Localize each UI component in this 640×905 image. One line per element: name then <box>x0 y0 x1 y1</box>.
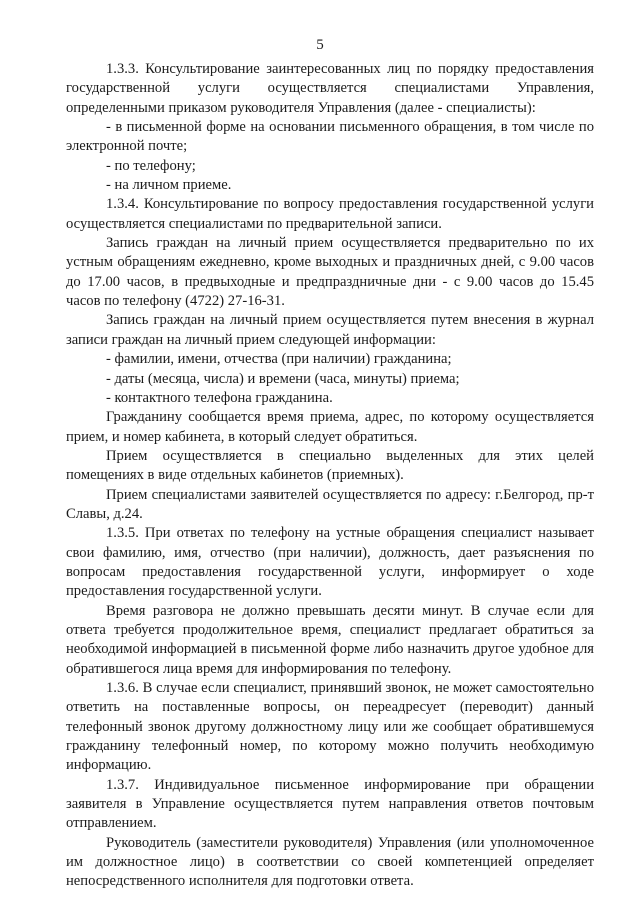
paragraph-executor-assignment: Руководитель (заместители руководителя) Управления (или уполномоченное им должностное лицо) в соответствии со своей компетенцией определяет непосредственного исполнителя для подготовки ответа. <box>66 834 594 890</box>
paragraph-reception-address: Прием специалистами заявителей осуществляется по адресу: г.Белгород, пр-т Славы, д.24. <box>66 486 594 522</box>
list-item-written-form: - в письменной форме на основании письменного обращения, в том числе по электронной почте; <box>66 119 594 155</box>
document-body <box>66 60 594 892</box>
list-item-full-name: - фамилии, имени, отчества (при наличии) гражданина; <box>106 351 452 368</box>
list-item-personal-reception: - на личном приеме. <box>106 177 232 194</box>
list-item-date-time: - даты (месяца, числа) и времени (часа, минуты) приема; <box>106 370 460 387</box>
paragraph-1-3-4: 1.3.4. Консультирование по вопросу предоставления государственной услуги осуществляется специалистами по предварительной записи. <box>66 196 594 232</box>
paragraph-reception-rooms: Прием осуществляется в специально выделенных для этих целей помещениях в виде отдельных кабинетов (приемных). <box>66 447 594 484</box>
paragraph-appointment-schedule: Запись граждан на личный прием осуществляется предварительно по их устным обращениям ежедневно, кроме выходных и праздничных дней, с 9.00 часов до 17.00 часов, в предвыходные и предпраздничные дни - с 9.00 часов до 15.45 часов по телефону (4722) 27-16-31. <box>66 235 594 310</box>
paragraph-1-3-5: 1.3.5. При ответах по телефону на устные обращения специалист называет свои фамилию, имя, отчество (при наличии), должность, дает разъяснения по вопросам предоставления государственной услуги, информирует о ходе предоставления государственной услуги. <box>66 525 594 600</box>
paragraph-call-duration: Время разговора не должно превышать десяти минут. В случае если для ответа требуется продолжительное время, специалист предлагает обратиться за необходимой информацией в письменной форме либо назначить другое удобное для обратившегося лица время для информирования по телефону. <box>66 602 594 677</box>
page-number: 5 <box>316 37 324 53</box>
paragraph-appointment-journal: Запись граждан на личный прием осуществляется путем внесения в журнал записи граждан на личный прием следующей информации: <box>66 312 594 348</box>
list-item-phone: - по телефону; <box>106 157 196 174</box>
paragraph-1-3-6: 1.3.6. В случае если специалист, принявший звонок, не может самостоятельно ответить на поставленные вопросы, он переадресует (переводит) данный телефонный звонок другому должностному лицу или же сообщает обратившемуся гражданину телефонный номер, по которому можно получить необходимую информацию. <box>66 680 594 774</box>
paragraph-1-3-7: 1.3.7. Индивидуальное письменное информирование при обращении заявителя в Управление осуществляется путем направления ответов почтовым отправлением. <box>66 776 594 832</box>
paragraph-reception-info: Гражданину сообщается время приема, адрес, по которому осуществляется прием, и номер кабинета, в который следует обратиться. <box>66 409 594 445</box>
paragraph-1-3-3: 1.3.3. Консультирование заинтересованных лиц по порядку предоставления государственной услуги осуществляется специалистами Управления, определенными приказом руководителя Управления (далее - специалисты): <box>66 61 594 116</box>
list-item-contact-phone: - контактного телефона гражданина. <box>106 389 333 406</box>
